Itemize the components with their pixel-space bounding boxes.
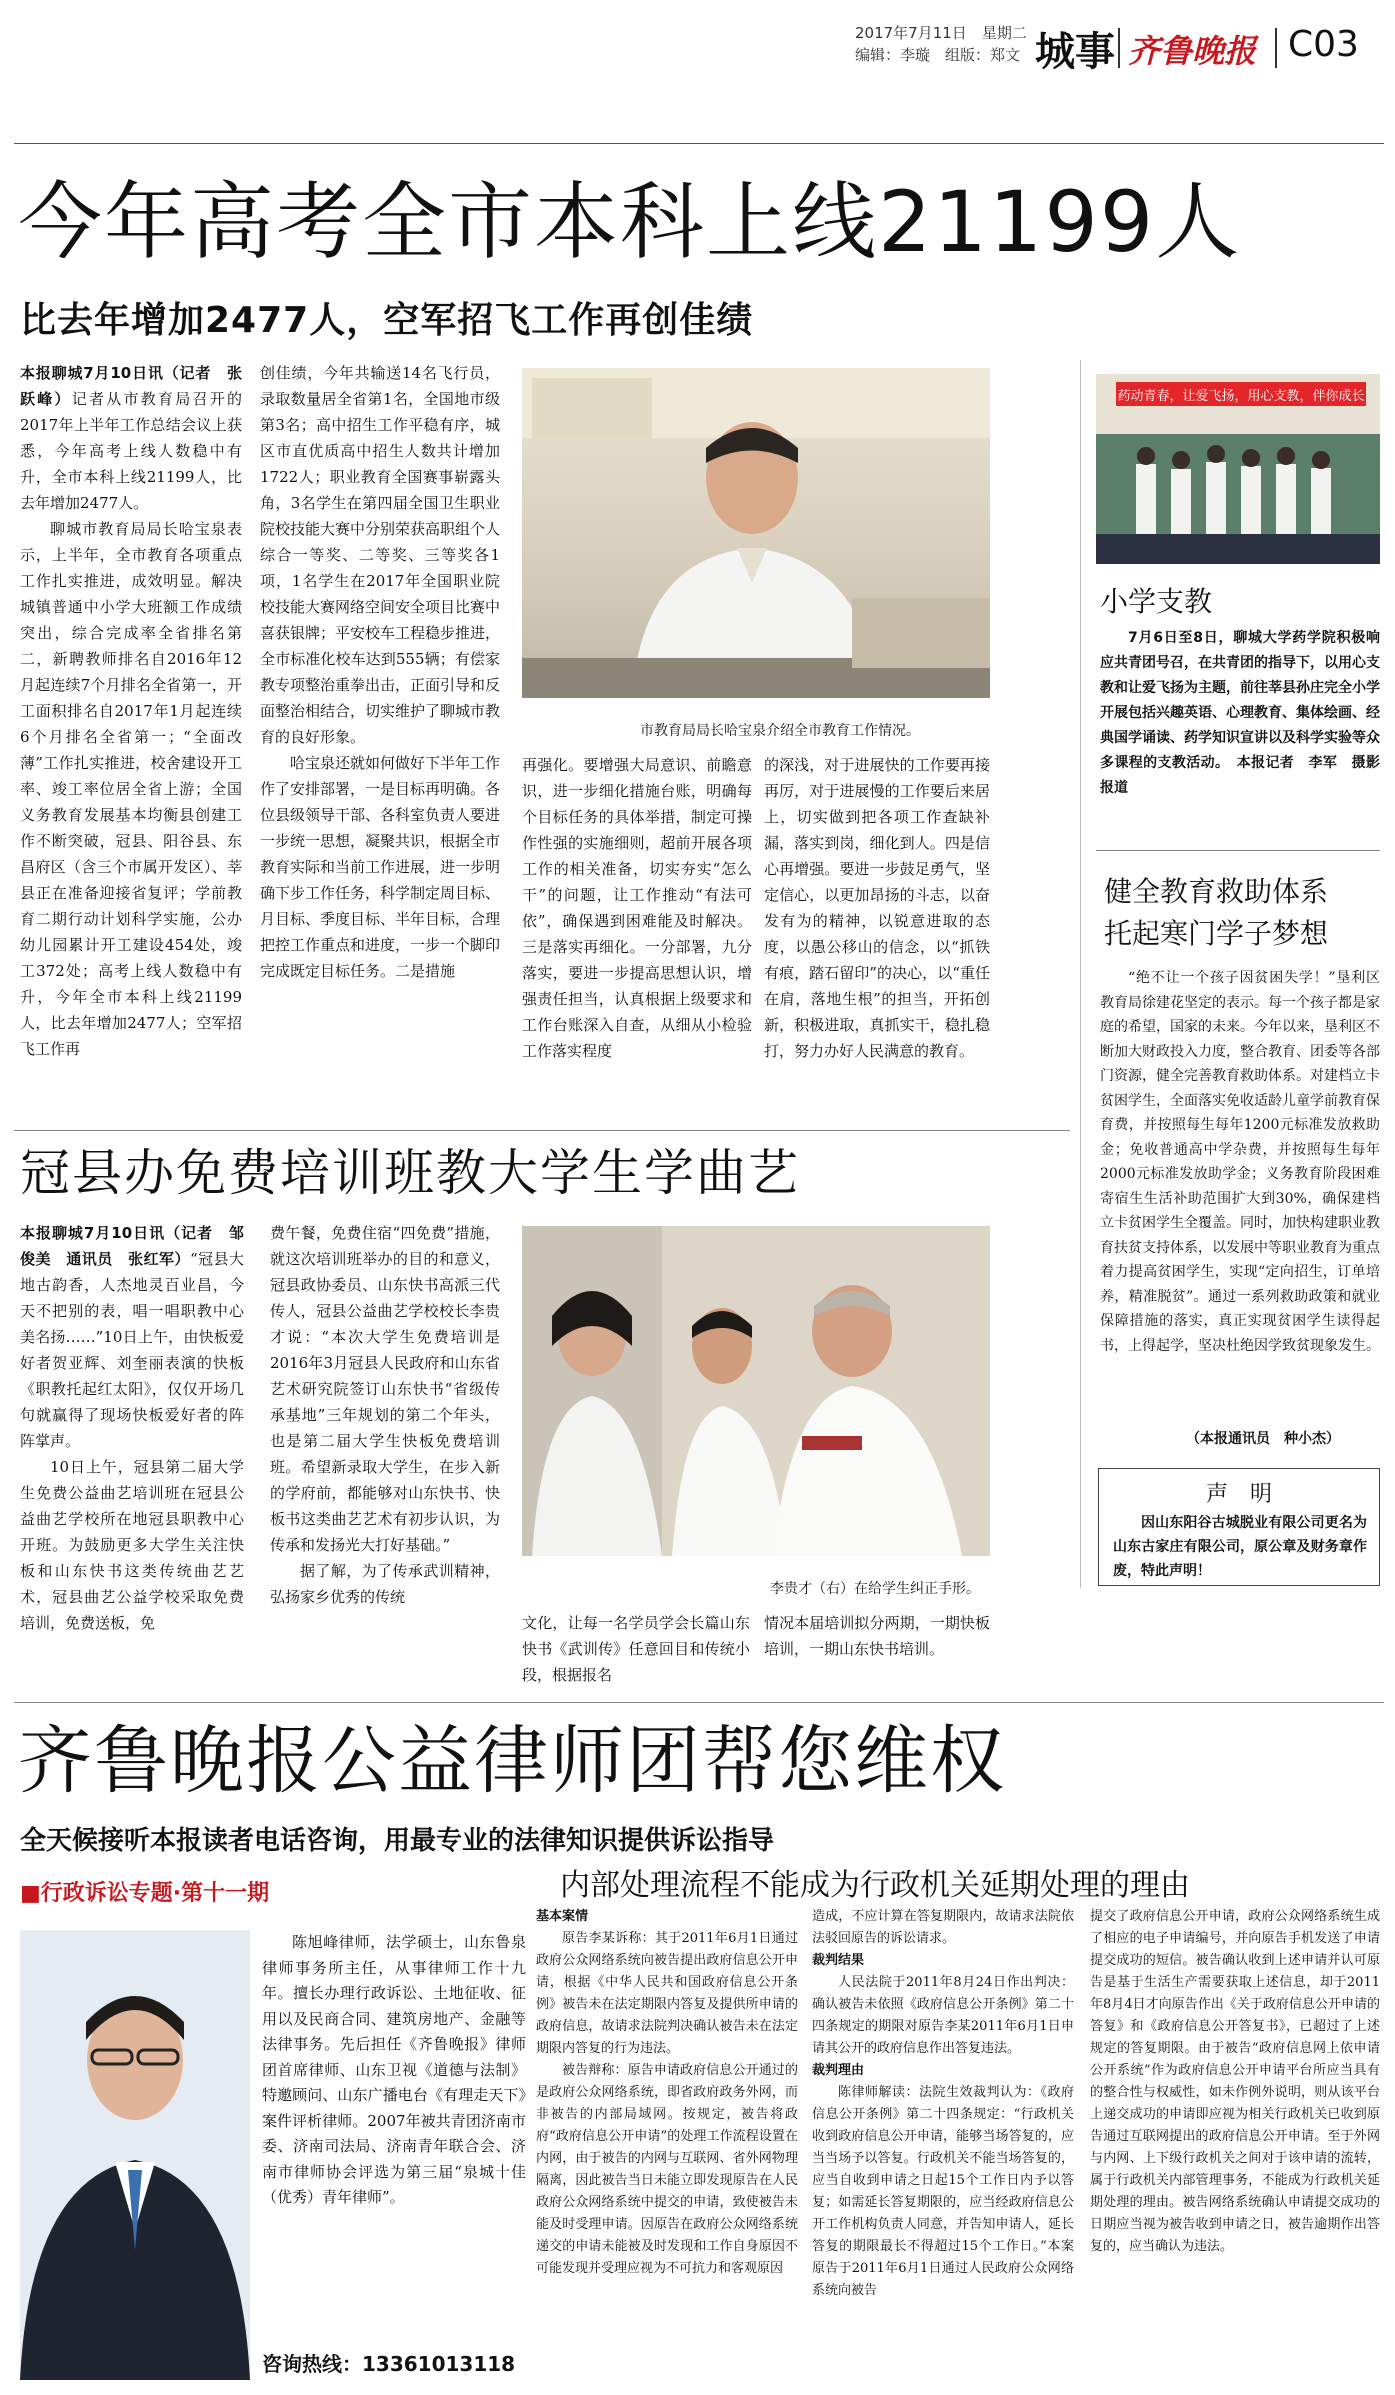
story1-col4: 的深浅，对于进展快的工作要再接再厉，对于进展慢的工作要后来居上，切实做到把各项工作查缺补漏，落实到岗，细化到人。四是信心再增强。要进一步鼓足勇气，坚定信心，以更加昂扬的斗志，以奋发有为的精神，以锐意进取的态度，以愚公移山的信念，以“抓铁有痕，踏石留印”的决心，以“重任在肩，落地生根”的担当，开拓创新，积极进取，真抓实干，稳扎稳打，努力办好人民满意的教育。 [764, 756, 990, 1060]
story2-headline: 冠县办免费培训班教大学生学曲艺 [20, 1144, 800, 1202]
story3-top-rule [14, 1702, 1384, 1703]
story2-col4: 情况本届培训拟分两期，一期快板培训，一期山东快书培训。 [764, 1614, 990, 1658]
photo-volunteer-teaching [1096, 374, 1380, 564]
hotline-number[interactable]: 13361013118 [362, 2352, 516, 2376]
story3-subhead: 全天候接听本报读者电话咨询，用最专业的法律知识提供诉讼指导 [20, 1826, 775, 1856]
lawyer-portrait [20, 1930, 250, 2380]
page-divider [1275, 28, 1277, 68]
story1-col2: 创佳绩，今年共输送14名飞行员，录取数量居全省第1名，全国地市级第3名；高中招生工作平稳有序，城区市直优质高中招生人数共计增加1722人；职业教育全国赛事崭露头角，3名学生在第四届全国卫生职业院校技能大赛中分别荣获高职组个人综合一等奖、二等奖、三等奖各1项，1名学生在2017年全国职业院校技能大赛网络空间安全项目比赛中喜获银牌；平安校车工程稳步推进，全市标准化校车达到555辆；有偿家教专项整治重拳出击，正面引导和反面整治相结合，切实维护了聊城市教育的良好形象。 哈宝泉还就如何做好下半年工作作了安排部署，一是目标再明确。各位县级领导干部、各科室负责人要进一步统一思想，凝聚共识，根据全市教育实际和当前工作进展，进一步明确下步工作任务，科学制定周目标、月目标、季度目标、半年目标，合理把控工作重点和进度，一步一个脚印完成既定目标任务。二是措施 [260, 364, 500, 980]
photo-bureau-director [522, 368, 990, 698]
notice-title: 声 明 [1205, 1482, 1272, 1507]
banner-text: 药动青春，让爱飞扬，用心支教，伴你成长 [1117, 389, 1365, 404]
divider-right-column [1080, 360, 1081, 1588]
masthead-rule [14, 143, 1384, 144]
case-title: 内部处理流程不能成为行政机关延期处理的理由 [560, 1868, 1190, 1903]
section-divider [1118, 28, 1120, 68]
sidebar1-title: 小学支教 [1100, 585, 1213, 618]
sidebar2-body: “绝不让一个孩子因贫困失学！”垦利区教育局徐建花坚定的表示。每一个孩子都是家庭的希望，国家的未来。今年以来，垦利区不断加大财政投入力度，整合教育、团委等各部门资源，健全完善教育救助体系。对建档立卡贫困学生，全面落实免收适龄儿童学前教育保育费，并按照每生每年1200元标准发放救助金；免收普通高中学杂费，并按照每生每年2000元标准发放助学金；义务教育阶段困难寄宿生生活补助范围扩大到30%，确保建档立卡贫困学生全覆盖。同时，加快构建职业教育扶贫支持体系，以发展中等职业教育为重点着力提高贫困学生，实现“定向招生，订单培养，精准脱贫”。通过一系列救助政策和就业保障措施的落实，真正实现贫困学生读得起书，上得起学，坚决杜绝因学致贫现象发生。 [1100, 970, 1380, 1354]
story2-col3: 文化，让每一名学员学会长篇山东快书《武训传》任意回目和传统小段，根据报名 [522, 1614, 750, 1684]
sidebar1-body: 7月6日至8日，聊城大学药学院积极响应共青团号召，在共青团的指导下，以用心支教和让爱飞扬为主题，前往莘县孙庄完全小学开展包括兴趣英语、心理教育、集体绘画、经典国学诵读、药学知识宣讲以及科学实验等众多课程的支教活动。 本报记者 李军 摄影报道 [1100, 630, 1380, 796]
notice-box [1098, 1468, 1380, 1586]
story3-col-c: 提交了政府信息公开申请，政府公众网络系统生成了相应的电子申请编号，并向原告手机发送了申请提交成功的短信。被告确认收到上述申请并认可原告是基于生活生产需要获取上述信息，却于2011年8月4日才向原告作出《关于政府信息公开申请的答复》和《政府信息公开答复书》，已超过了上述规定的答复期限。由于被告“政府信息网上依申请公开系统”作为政府信息公开申请平台所应当具有的整合性与权威性，如未作例外说明，则从该平台上递交成功的申请即应视为相关行政机关已收到原告通过互联网提出的政府信息公开申请。至于外网与内网、上下级行政机关之间对于该申请的流转，属于行政机关内部管理事务，不能成为行政机关延期处理的理由。被告网络系统确认申请提交成功的日期应当视为被告收到申请之日，被告逾期作出答复的，应当确认为违法。 [1090, 1909, 1380, 2254]
training-scene [522, 1226, 990, 1556]
story2-col1: 本报聊城7月10日讯（记者 邹俊美 通讯员 张红军）“冠县大地古韵香，人杰地灵百业昌，今天不把别的表，唱一唱职教中心美名扬……”10日上午，由快板爱好者贺亚辉、刘奎丽表演的快板《职教托起红太阳》，仅仅开场几句就赢得了现场快板爱好者的阵阵掌声。 10日上午，冠县第二届大学生免费公益曲艺培训班在冠县公益曲艺学校所在地冠县职教中心开班。为鼓励更多大学生关注快板和山东快书这类传统曲艺艺术，冠县曲艺公益学校采取免费培训，免费送板，免 [20, 1224, 244, 1632]
sidebar2-title-1: 健全教育救助体系 [1104, 875, 1329, 908]
story1-col1: 本报聊城7月10日讯（记者 张跃峰）记者从市教育局召开的2017年上半年工作总结会议上获悉，今年高考上线人数稳中有升，全市本科上线21199人，比去年增加2477人。 聊城市教育局局长哈宝泉表示，上半年，全市教育各项重点工作扎实推进，成效明显。解决城镇普通中小学大班额工作成绩突出，综合完成率全省排名第二，新聘教师排名自2016年12月起连续7个月排名全省第一，开工面积排名自2017年1月起连续6个月排名全省第一；“全面改薄”工作扎实推进，校舍建设开工率、竣工率位居全省上游；全国义务教育发展基本均衡县创建工作不断突破，冠县、阳谷县、东昌府区（含三个市属开发区）、莘县正在准备迎接省复评；学前教育二期行动计划科学实施，公办幼儿园累计开工建设454处，竣工372处；高考上线人数稳中有升，今年全市本科上线21199人，比去年增加2477人；空军招飞工作再 [20, 364, 242, 1058]
sidebar-divider [1096, 850, 1380, 851]
photo-lawyer [20, 1930, 250, 2380]
masthead [0, 0, 1395, 80]
story1-subhead: 比去年增加2477人，空军招飞工作再创佳绩 [20, 300, 754, 341]
photo-quyi-training [522, 1226, 990, 1556]
story1-headline: 今年高考全市本科上线21199人 [18, 173, 1242, 271]
lawyer-bio: 陈旭峰律师，法学硕士，山东鲁泉律师事务所主任，从事律师工作十九年。擅长办理行政诉讼、土地征收、征用以及民商合同、建筑房地产、金融等法律事务。先后担任《齐鲁晚报》律师团首席律师、山东卫视《道德与法制》特邀顾问、山东广播电台《有理走天下》案件评析律师。2007年被共青团济南市委、济南司法局、济南青年联合会、济南市律师协会评选为第三届“泉城十佳（优秀）青年律师”。 [262, 1933, 526, 2206]
classroom-scene [1096, 374, 1380, 564]
sidebar2-credit: （本报通讯员 种小杰） [1186, 1431, 1340, 1447]
masthead-date: 2017年7月11日 星期二 [855, 24, 1027, 42]
page-number: C03 [1288, 24, 1359, 65]
paper-logo: 齐鲁晚报 [1128, 32, 1257, 70]
story3-headline: 齐鲁晚报公益律师团帮您维权 [18, 1718, 1006, 1804]
section-name: 城事 [1035, 29, 1115, 75]
masthead-editors: 编辑：李璇 组版：郑文 [855, 46, 1021, 64]
story1-col3: 再强化。要增强大局意识、前瞻意识，进一步细化措施台账，明确每个目标任务的具体举措，制定可操作性强的实施细则，超前开展各项工作的相关准备，切实夯实“怎么干”的问题，让工作推动“有法可依”，确保遇到困难能及时解决。三是落实再细化。一分部署，九分落实，要进一步提高思想认识，增强责任担当，认真根据上级要求和工作台账深入自查，从细从小检验工作落实程度 [522, 756, 752, 1060]
photo2-caption: 李贵才（右）在给学生纠正手形。 [770, 1581, 980, 1597]
story3-col-b: 造成，不应计算在答复期限内，故请求法院依法驳回原告的诉讼请求。 裁判结果 人民法院于2011年8月24日作出判决：确认被告未依照《政府信息公开条例》第二十四条规定的期限对原告李某2011年6月1日申请其公开的政府信息作出答复违法。 裁判理由 陈律师解读：法院生效裁判认为：《政府信息公开条例》第二十四条规定：“行政机关收到政府信息公开申请，能够当场答复的，应当当场予以答复。行政机关不能当场答复的，应当自收到申请之日起15个工作日内予以答复；如需延长答复期限的，应当经政府信息公开工作机构负责人同意，并告知申请人，延长答复的期限最长不得超过15个工作日。”本案原告于2011年6月1日通过人民政府公众网络系统向被告 [812, 1909, 1074, 2298]
story3-col-a: 基本案情 原告李某诉称：其于2011年6月1日通过政府公众网络系统向被告提出政府信息公开申请，根据《中华人民共和国政府信息公开条例》被告未在法定期限内答复及提供所申请的政府信息，故请求法院判决确认被告未在法定期限内答复的行为违法。 被告辩称：原告申请政府信息公开通过的是政府公众网络系统，即省政府政务外网，而非被告的内部局域网。按规定，被告将政府“政府信息公开申请”的处理工作流程设置在内网，由于被告的内网与互联网、省外网物理隔离，因此被告当日未能立即发现原告在人民政府公众网络系统中提交的申请，致使被告未能及时受理申请。因原告在政府公众网络系统递交的申请未能被及时发现和工作自身原因不可能发现并受理应视为不可抗力和客观原因 [536, 1909, 798, 2276]
director-portrait [522, 368, 990, 698]
story2-top-rule [14, 1130, 1070, 1131]
topic-tag: ■行政诉讼专题·第十一期 [20, 1881, 270, 1906]
sidebar2-title-2: 托起寒门学子梦想 [1104, 917, 1329, 950]
story2-col2: 费午餐，免费住宿“四免费”措施，就这次培训班举办的目的和意义，冠县政协委员、山东快书高派三代传人，冠县公益曲艺学校校长李贵才说：“本次大学生免费培训是2016年3月冠县人民政府和山东省艺术研究院签订山东快书“省级传承基地”三年规划的第二个年头，也是第二届大学生快板免费培训班。希望新录取大学生，在步入新的学府前，都能够对山东快书、快板书这类曲艺艺术有初步认识，为传承和发扬光大打好基础。” 据了解，为了传承武训精神，弘扬家乡优秀的传统 [270, 1224, 500, 1606]
photo1-caption: 市教育局局长哈宝泉介绍全市教育工作情况。 [640, 723, 920, 739]
notice-body: 因山东阳谷古城脱业有限公司更名为山东古家庄有限公司，原公章及财务章作废，特此声明！ [1113, 1515, 1367, 1579]
hotline: 咨询热线：13361013118 [262, 2352, 516, 2376]
